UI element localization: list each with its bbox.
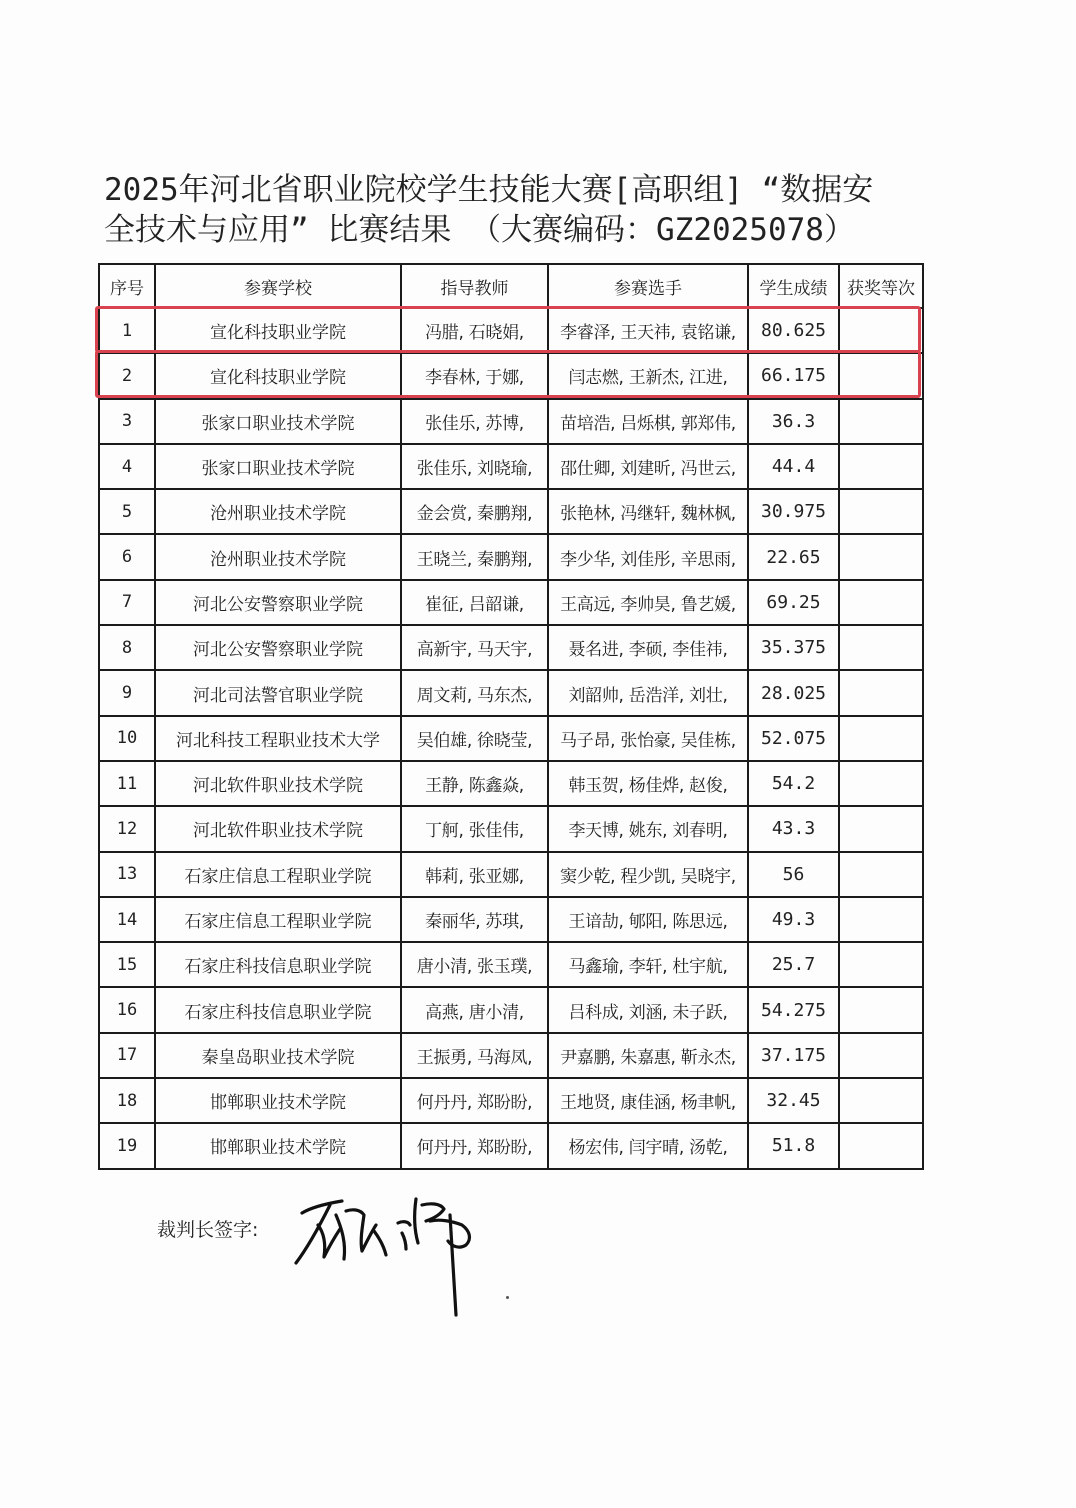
cell-teachers: 高新宇, 马天宇, xyxy=(401,625,548,670)
cell-award xyxy=(839,1033,923,1078)
cell-students: 马子昂, 张怡豪, 吴佳栋, xyxy=(548,716,748,761)
header-score: 学生成绩 xyxy=(748,264,839,308)
cell-school: 沧州职业技术学院 xyxy=(155,489,401,534)
cell-no: 8 xyxy=(99,625,155,670)
cell-students: 李睿泽, 王天祎, 袁铭谦, xyxy=(548,308,748,353)
cell-teachers: 丁舸, 张佳伟, xyxy=(401,806,548,851)
cell-award xyxy=(839,897,923,942)
cell-school: 河北软件职业技术学院 xyxy=(155,761,401,806)
stray-dot xyxy=(506,1296,509,1299)
cell-award xyxy=(839,852,923,897)
header-school: 参赛学校 xyxy=(155,264,401,308)
cell-school: 邯郸职业技术学院 xyxy=(155,1078,401,1123)
table-row xyxy=(99,852,923,897)
cell-no: 9 xyxy=(99,670,155,715)
cell-award xyxy=(839,806,923,851)
cell-students: 马鑫瑜, 李轩, 杜宇航, xyxy=(548,942,748,987)
header-no: 序号 xyxy=(99,264,155,308)
cell-score: 69.25 xyxy=(748,580,839,625)
table-row xyxy=(99,308,923,353)
cell-no: 5 xyxy=(99,489,155,534)
table-row xyxy=(99,444,923,489)
header-award: 获奖等次 xyxy=(839,264,923,308)
cell-school: 张家口职业技术学院 xyxy=(155,444,401,489)
table-row xyxy=(99,761,923,806)
cell-teachers: 张佳乐, 苏博, xyxy=(401,399,548,444)
cell-teachers: 周文莉, 马东杰, xyxy=(401,670,548,715)
cell-teachers: 吴伯雄, 徐晓莹, xyxy=(401,716,548,761)
table-row xyxy=(99,489,923,534)
table-row xyxy=(99,897,923,942)
cell-award xyxy=(839,534,923,579)
table-row xyxy=(99,942,923,987)
table-row xyxy=(99,670,923,715)
cell-no: 16 xyxy=(99,987,155,1032)
cell-award xyxy=(839,1078,923,1123)
cell-students: 王地贤, 康佳涵, 杨聿帆, xyxy=(548,1078,748,1123)
cell-students: 张艳林, 冯继轩, 魏林枫, xyxy=(548,489,748,534)
cell-award xyxy=(839,399,923,444)
cell-students: 窦少乾, 程少凯, 吴晓宇, xyxy=(548,852,748,897)
table-row xyxy=(99,353,923,398)
cell-award xyxy=(839,444,923,489)
cell-score: 66.175 xyxy=(748,353,839,398)
cell-score: 56 xyxy=(748,852,839,897)
cell-school: 邯郸职业技术学院 xyxy=(155,1123,401,1168)
cell-no: 11 xyxy=(99,761,155,806)
cell-no: 3 xyxy=(99,399,155,444)
results-table xyxy=(98,263,924,1170)
cell-score: 35.375 xyxy=(748,625,839,670)
cell-score: 22.65 xyxy=(748,534,839,579)
cell-score: 36.3 xyxy=(748,399,839,444)
cell-teachers: 王静, 陈鑫焱, xyxy=(401,761,548,806)
title-line-1: 2025年河北省职业院校学生技能大赛[高职组] “数据安 xyxy=(104,172,874,208)
cell-students: 刘韶帅, 岳浩洋, 刘壮, xyxy=(548,670,748,715)
cell-no: 2 xyxy=(99,353,155,398)
cell-no: 14 xyxy=(99,897,155,942)
cell-school: 石家庄信息工程职业学院 xyxy=(155,852,401,897)
cell-teachers: 何丹丹, 郑盼盼, xyxy=(401,1078,548,1123)
table-row xyxy=(99,1078,923,1123)
cell-no: 17 xyxy=(99,1033,155,1078)
cell-score: 54.275 xyxy=(748,987,839,1032)
cell-award xyxy=(839,987,923,1032)
results-body xyxy=(99,308,923,1169)
table-header-row xyxy=(99,264,923,308)
cell-students: 闫志燃, 王新杰, 江进, xyxy=(548,353,748,398)
table-row xyxy=(99,534,923,579)
cell-school: 石家庄科技信息职业学院 xyxy=(155,987,401,1032)
cell-school: 河北科技工程职业技术大学 xyxy=(155,716,401,761)
cell-students: 李少华, 刘佳彤, 辛思雨, xyxy=(548,534,748,579)
table-row xyxy=(99,716,923,761)
cell-award xyxy=(839,625,923,670)
cell-teachers: 冯腊, 石晓娟, xyxy=(401,308,548,353)
cell-school: 河北公安警察职业学院 xyxy=(155,625,401,670)
cell-students: 李天博, 姚东, 刘春明, xyxy=(548,806,748,851)
cell-no: 15 xyxy=(99,942,155,987)
cell-no: 19 xyxy=(99,1123,155,1168)
cell-score: 44.4 xyxy=(748,444,839,489)
cell-no: 18 xyxy=(99,1078,155,1123)
cell-score: 80.625 xyxy=(748,308,839,353)
cell-award xyxy=(839,353,923,398)
cell-school: 河北司法警官职业学院 xyxy=(155,670,401,715)
cell-students: 王高远, 李帅昊, 鲁艺媛, xyxy=(548,580,748,625)
cell-no: 6 xyxy=(99,534,155,579)
cell-teachers: 张佳乐, 刘晓瑜, xyxy=(401,444,548,489)
cell-school: 沧州职业技术学院 xyxy=(155,534,401,579)
cell-students: 邵仕卿, 刘建昕, 冯世云, xyxy=(548,444,748,489)
cell-score: 37.175 xyxy=(748,1033,839,1078)
header-students: 参赛选手 xyxy=(548,264,748,308)
cell-score: 30.975 xyxy=(748,489,839,534)
cell-teachers: 王晓兰, 秦鹏翔, xyxy=(401,534,548,579)
cell-no: 7 xyxy=(99,580,155,625)
cell-teachers: 唐小清, 张玉璞, xyxy=(401,942,548,987)
cell-students: 聂名进, 李硕, 李佳祎, xyxy=(548,625,748,670)
cell-students: 杨宏伟, 闫宇晴, 汤乾, xyxy=(548,1123,748,1168)
page-title xyxy=(104,170,924,250)
cell-school: 河北公安警察职业学院 xyxy=(155,580,401,625)
cell-teachers: 崔征, 吕韶谦, xyxy=(401,580,548,625)
cell-school: 秦皇岛职业技术学院 xyxy=(155,1033,401,1078)
cell-score: 32.45 xyxy=(748,1078,839,1123)
cell-award xyxy=(839,489,923,534)
cell-no: 10 xyxy=(99,716,155,761)
cell-students: 王谙劼, 郇阳, 陈思远, xyxy=(548,897,748,942)
table-row xyxy=(99,399,923,444)
table-row xyxy=(99,806,923,851)
cell-school: 石家庄科技信息职业学院 xyxy=(155,942,401,987)
cell-score: 25.7 xyxy=(748,942,839,987)
cell-score: 51.8 xyxy=(748,1123,839,1168)
cell-teachers: 高燕, 唐小清, xyxy=(401,987,548,1032)
cell-teachers: 王振勇, 马海凤, xyxy=(401,1033,548,1078)
signature-label: 裁判长签字: xyxy=(157,1219,259,1241)
cell-no: 1 xyxy=(99,308,155,353)
cell-score: 49.3 xyxy=(748,897,839,942)
cell-score: 52.075 xyxy=(748,716,839,761)
table-row xyxy=(99,987,923,1032)
cell-award xyxy=(839,580,923,625)
cell-teachers: 韩莉, 张亚娜, xyxy=(401,852,548,897)
cell-students: 苗培浩, 吕烁棋, 郭郑伟, xyxy=(548,399,748,444)
cell-students: 吕科成, 刘涵, 未子跃, xyxy=(548,987,748,1032)
cell-school: 河北软件职业技术学院 xyxy=(155,806,401,851)
cell-school: 宣化科技职业学院 xyxy=(155,308,401,353)
cell-students: 尹嘉鹏, 朱嘉惠, 靳永杰, xyxy=(548,1033,748,1078)
cell-teachers: 何丹丹, 郑盼盼, xyxy=(401,1123,548,1168)
cell-no: 13 xyxy=(99,852,155,897)
cell-score: 28.025 xyxy=(748,670,839,715)
cell-teachers: 秦丽华, 苏琪, xyxy=(401,897,548,942)
title-line-2: 全技术与应用” 比赛结果 （大赛编码：GZ2025078） xyxy=(104,212,855,248)
cell-school: 宣化科技职业学院 xyxy=(155,353,401,398)
cell-students: 韩玉贺, 杨佳烨, 赵俊, xyxy=(548,761,748,806)
table-row xyxy=(99,625,923,670)
cell-award xyxy=(839,670,923,715)
cell-school: 石家庄信息工程职业学院 xyxy=(155,897,401,942)
header-teachers: 指导教师 xyxy=(401,264,548,308)
table-row xyxy=(99,1033,923,1078)
cell-score: 43.3 xyxy=(748,806,839,851)
cell-no: 12 xyxy=(99,806,155,851)
cell-school: 张家口职业技术学院 xyxy=(155,399,401,444)
cell-teachers: 李春林, 于娜, xyxy=(401,353,548,398)
cell-award xyxy=(839,942,923,987)
cell-award xyxy=(839,308,923,353)
cell-no: 4 xyxy=(99,444,155,489)
cell-award xyxy=(839,761,923,806)
table-row xyxy=(99,1123,923,1168)
cell-teachers: 金会赏, 秦鹏翔, xyxy=(401,489,548,534)
cell-award xyxy=(839,716,923,761)
cell-score: 54.2 xyxy=(748,761,839,806)
table-row xyxy=(99,580,923,625)
handwritten-signature xyxy=(290,1185,490,1325)
cell-award xyxy=(839,1123,923,1168)
